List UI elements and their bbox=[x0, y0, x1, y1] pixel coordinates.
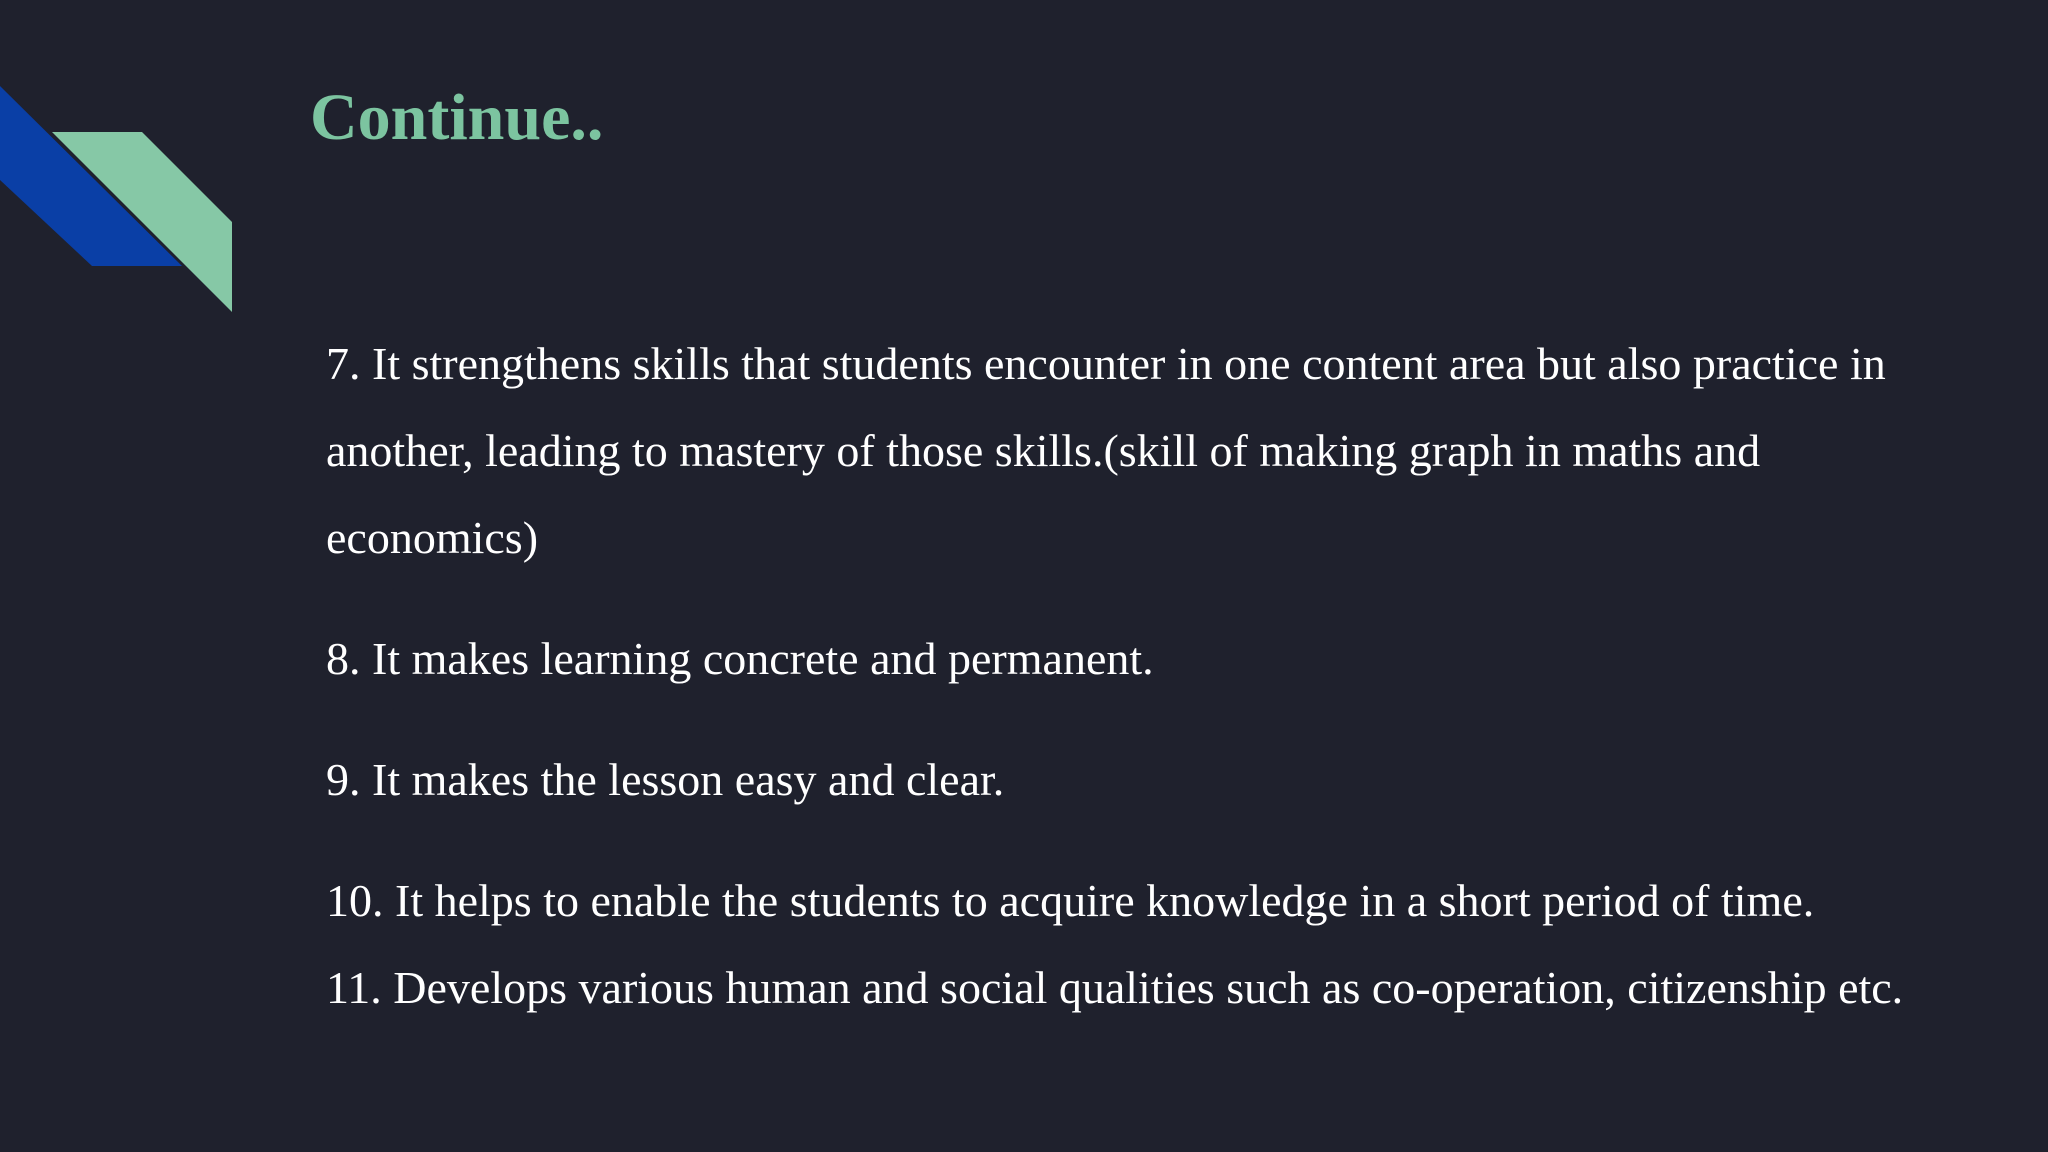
slide-title: Continue.. bbox=[310, 81, 604, 154]
point-8: 8. It makes learning concrete and permanent. bbox=[326, 633, 1154, 684]
corner-decoration bbox=[0, 0, 240, 320]
slide-body bbox=[326, 320, 1966, 1031]
point-10: 10. It helps to enable the students to acquire knowledge in a short period of time. bbox=[326, 875, 1815, 926]
point-7: 7. It strengthens skills that students encounter in one content area but also practice in another, leading to mastery of those skills.(skill of making graph in maths and economics) bbox=[326, 338, 1886, 563]
point-11: 11. Develops various human and social qualities such as co-operation, citizenship etc. bbox=[326, 962, 1904, 1013]
point-9: 9. It makes the lesson easy and clear. bbox=[326, 754, 1005, 805]
